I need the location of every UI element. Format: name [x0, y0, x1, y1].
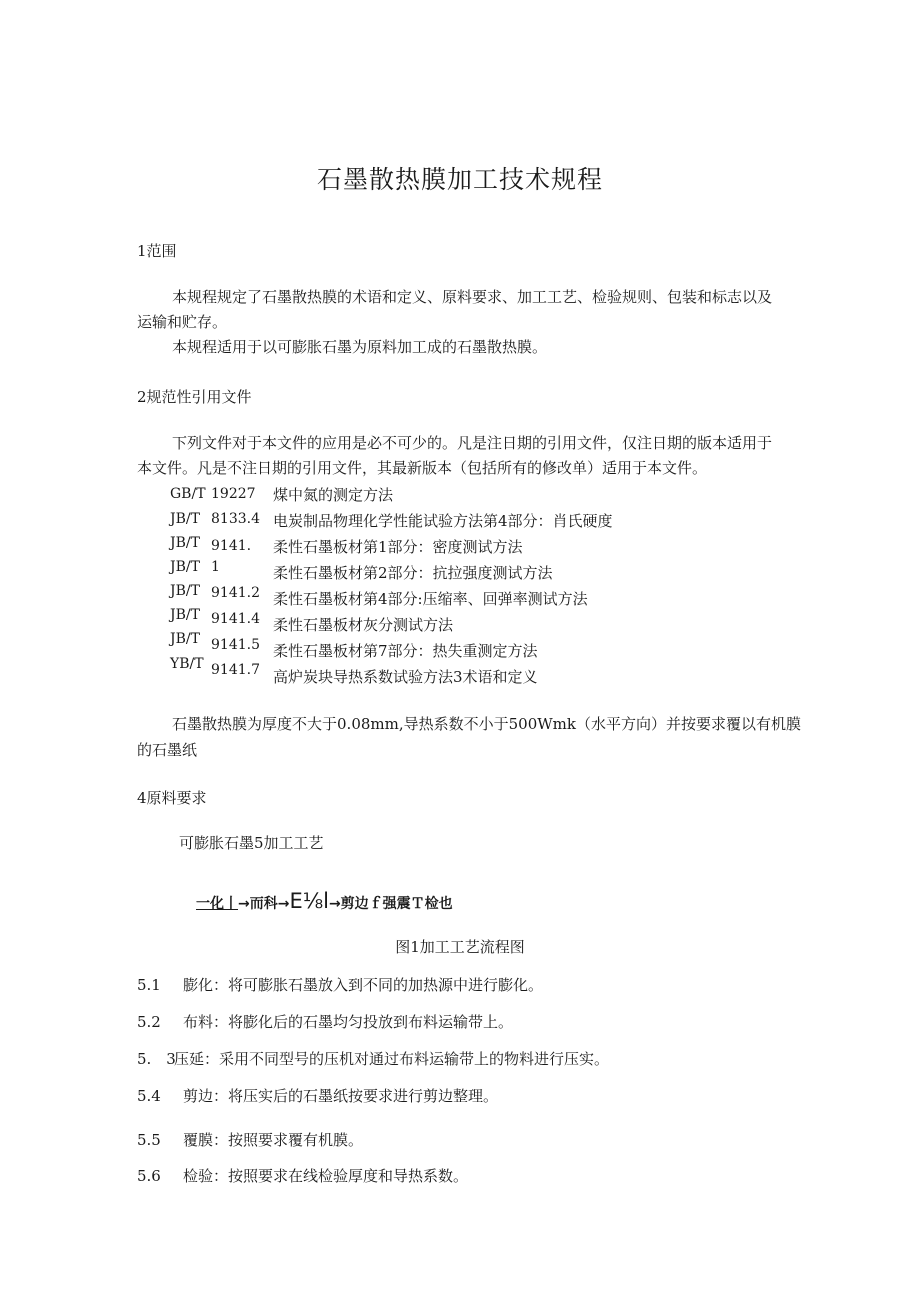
- section-heading-raw-material: 4原料要求: [137, 789, 207, 807]
- reference-title: 煤中氮的测定方法: [273, 486, 394, 504]
- process-step: [137, 1086, 498, 1106]
- process-step: [137, 1012, 513, 1032]
- process-step: [137, 1166, 468, 1186]
- reference-number: 9141.7: [211, 662, 260, 674]
- reference-prefix: JB/T: [170, 511, 200, 527]
- reference-number: 8133.4: [211, 511, 260, 527]
- flow-step-rolling: E⅛l: [289, 889, 329, 913]
- reference-prefix: YB/T: [170, 656, 204, 672]
- step-text: 压延：采用不同型号的压机对通过布料运输带上的物料进行压实。: [174, 1050, 610, 1068]
- flow-step-expansion: 一化丨: [196, 896, 238, 912]
- reference-prefix: JB/T: [170, 607, 200, 623]
- step-number: 5.6: [137, 1167, 161, 1185]
- process-flow-diagram: [196, 889, 453, 913]
- reference-prefix: JB/T: [170, 535, 200, 551]
- raw-material-paragraph: 可膨胀石墨5加工工艺: [179, 834, 324, 852]
- definition-paragraph-line-2: 的石墨纸: [137, 741, 198, 759]
- step-text: 膨化：将可膨胀石墨放入到不同的加热源中进行膨化。: [183, 976, 544, 994]
- reference-title: 高炉炭块导热系数试验方法3术语和定义: [273, 668, 538, 686]
- reference-number: 9141.: [211, 538, 252, 554]
- references-intro-line-1: 下列文件对于本文件的应用是必不可少的。凡是注日期的引用文件，仅注日期的版本适用于: [172, 434, 773, 452]
- step-number: 5.5: [137, 1131, 161, 1149]
- step-text: 覆膜：按照要求覆有机膜。: [183, 1131, 364, 1149]
- reference-number: 9141.4: [211, 611, 260, 627]
- step-number: 5.2: [137, 1013, 161, 1031]
- step-text: 剪边：将压实后的石墨纸按要求进行剪边整理。: [183, 1087, 499, 1105]
- reference-prefix: JB/T: [170, 583, 200, 599]
- scope-paragraph-line-1: 本规程规定了石墨散热膜的术语和定义、原料要求、加工工艺、检验规则、包装和标志以及: [172, 288, 773, 306]
- reference-prefix: JB/T: [170, 559, 200, 575]
- scope-applicability-paragraph: 本规程适用于以可膨胀石墨为原料加工成的石墨散热膜。: [172, 338, 548, 356]
- references-intro-line-2: 本文件。凡是不注日期的引用文件，其最新版本（包括所有的修改单）适用于本文件。: [137, 459, 708, 477]
- flow-step-trimming-laminating-inspection: →剪边ｆ强震Ｔ检也: [328, 896, 453, 912]
- step-number: 5.1: [137, 976, 161, 994]
- step-number: 5. 3: [137, 1050, 176, 1068]
- reference-prefix: JB/T: [170, 631, 200, 647]
- scope-paragraph-line-2: 运输和贮存。: [137, 313, 228, 331]
- definition-paragraph-line-1: 石墨散热膜为厚度不大于0.08mm,导热系数不小于500Wmk（水平方向）并按要求覆以有机膜: [172, 715, 801, 733]
- section-heading-scope: 1范围: [137, 242, 177, 260]
- reference-prefix: GB/T: [170, 486, 206, 502]
- reference-number: 19227: [211, 486, 256, 502]
- figure-caption: 图1加工工艺流程图: [395, 938, 525, 956]
- reference-title: 柔性石墨板材第1部分：密度测试方法: [273, 538, 523, 556]
- section-heading-normative-references: 2规范性引用文件: [137, 388, 252, 406]
- reference-title: 柔性石墨板材第7部分：热失重测定方法: [273, 642, 538, 660]
- reference-number: 9141.2: [211, 585, 260, 601]
- reference-title: 柔性石墨板材第2部分：抗拉强度测试方法: [273, 564, 553, 582]
- reference-number-clipped: [211, 662, 271, 674]
- process-step: [137, 1049, 609, 1069]
- reference-title: 柔性石墨板材灰分测试方法: [273, 616, 454, 634]
- flow-step-feeding: →而科→: [238, 896, 290, 912]
- step-text: 布料：将膨化后的石墨均匀投放到布料运输带上。: [183, 1013, 514, 1031]
- reference-number: 9141.5: [211, 637, 260, 653]
- process-step: [137, 975, 543, 995]
- reference-title: 柔性石墨板材第4部分:压缩率、回弹率测试方法: [273, 590, 588, 608]
- reference-title: 电炭制品物理化学性能试验方法第4部分：肖氏硬度: [273, 512, 613, 530]
- step-number: 5.4: [137, 1087, 161, 1105]
- reference-number: 1: [211, 559, 220, 575]
- document-title: 石墨散热膜加工技术规程: [316, 165, 603, 194]
- process-step: [137, 1130, 363, 1150]
- step-text: 检验：按照要求在线检验厚度和导热系数。: [183, 1167, 469, 1185]
